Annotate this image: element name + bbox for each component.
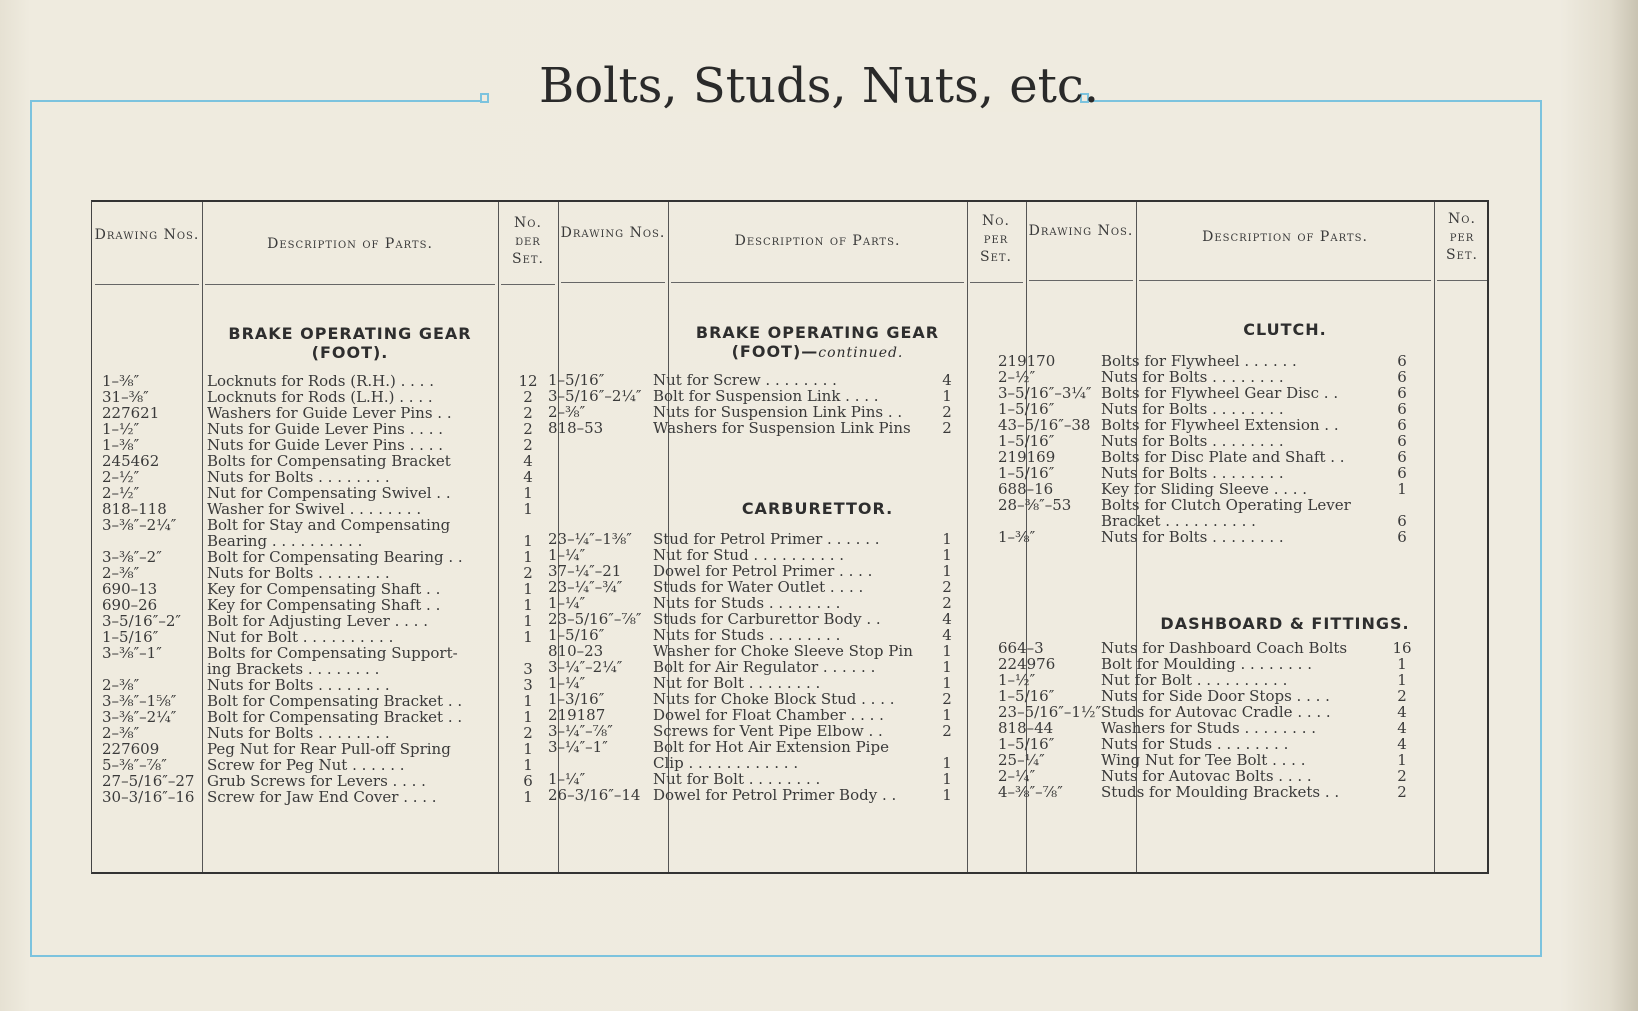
drawing-number: 690–13 xyxy=(102,580,158,598)
part-description: Studs for Water Outlet . . . . xyxy=(653,578,864,596)
quantity-per-set: 6 xyxy=(1397,400,1407,418)
quantity-per-set: 4 xyxy=(523,452,533,470)
drawing-number: 1–½″ xyxy=(998,671,1036,689)
quantity-per-set: 2 xyxy=(523,436,533,454)
drawing-number: 3–⅜″–2¼″ xyxy=(102,708,177,726)
part-description: Nut for Bolt . . . . . . . . xyxy=(653,770,821,788)
part-description: Nut for Compensating Swivel . . xyxy=(207,484,451,502)
table-row xyxy=(92,449,1490,465)
drawing-number: 219169 xyxy=(998,448,1056,466)
part-description: Bolts for Flywheel . . . . . . xyxy=(1101,352,1297,370)
part-description: Washers for Guide Lever Pins . . xyxy=(207,404,452,422)
quantity-per-set: 4 xyxy=(942,610,952,628)
part-description: Bearing . . . . . . . . . . xyxy=(207,532,363,550)
part-description: Bolts for Flywheel Extension . . xyxy=(1101,416,1339,434)
part-description: Nuts for Bolts . . . . . . . . xyxy=(1101,368,1284,386)
part-description: Bolts for Flywheel Gear Disc . . xyxy=(1101,384,1339,402)
header-rule xyxy=(671,282,964,283)
quantity-per-set: 2 xyxy=(942,722,952,740)
drawing-number: 1–5/16″ xyxy=(548,626,605,644)
part-description: Stud for Petrol Primer . . . . . . xyxy=(653,530,880,548)
quantity-per-set: 1 xyxy=(942,786,952,804)
drawing-number: 26–3/16″–14 xyxy=(548,786,641,804)
part-description: Washers for Studs . . . . . . . . xyxy=(1101,719,1317,737)
part-description: Bolt for Compensating Bracket . . xyxy=(207,692,463,710)
drawing-number: 2–¼″ xyxy=(998,767,1036,785)
quantity-per-set: 3 xyxy=(523,660,533,678)
quantity-per-set: 6 xyxy=(1397,432,1407,450)
part-description: Nuts for Guide Lever Pins . . . . xyxy=(207,436,444,454)
table-row xyxy=(92,369,1490,385)
drawing-number: 1–3/16″ xyxy=(548,690,605,708)
part-description: Nuts for Bolts . . . . . . . . xyxy=(207,724,390,742)
part-description: Nuts for Side Door Stops . . . . xyxy=(1101,687,1330,705)
table-row xyxy=(92,578,1490,598)
part-description: Key for Compensating Shaft . . xyxy=(207,580,441,598)
part-description: Nuts for Suspension Link Pins . . xyxy=(653,403,903,421)
quantity-per-set: 1 xyxy=(523,532,533,550)
drawing-number: 23–¼″–1⅜″ xyxy=(548,530,632,548)
drawing-number: 818–118 xyxy=(102,500,167,518)
table-row xyxy=(92,594,1490,614)
part-description: Nuts for Autovac Bolts . . . . xyxy=(1101,767,1312,785)
table-row xyxy=(92,768,1490,784)
part-description: Nuts for Bolts . . . . . . . . xyxy=(207,468,390,486)
quantity-per-set: 3 xyxy=(523,676,533,694)
part-description: Washer for Swivel . . . . . . . . xyxy=(207,500,422,518)
table-row xyxy=(92,385,1490,401)
quantity-per-set: 1 xyxy=(523,484,533,502)
quantity-per-set: 1 xyxy=(942,770,952,788)
section-title-dashboard: DASHBOARD & FITTINGS. xyxy=(1160,614,1410,633)
drawing-number: 3–⅜″–2″ xyxy=(102,548,162,566)
table-row xyxy=(92,528,1490,548)
drawing-number: 1–5/16″ xyxy=(998,687,1055,705)
quantity-per-set: 1 xyxy=(942,674,952,692)
drawing-number: 1–5/16″ xyxy=(548,371,605,389)
quantity-per-set: 1 xyxy=(523,628,533,646)
quantity-per-set: 1 xyxy=(942,387,952,405)
drawing-number: 3–5/16″–2¼″ xyxy=(548,387,642,405)
quantity-per-set: 4 xyxy=(942,371,952,389)
table-row xyxy=(92,433,1490,449)
drawing-number: 664–3 xyxy=(998,639,1044,657)
drawing-number: 3–¼″–⅞″ xyxy=(548,722,613,740)
drawing-number: 1–⅜″ xyxy=(102,436,140,454)
part-description: Nuts for Bolts . . . . . . . . xyxy=(1101,432,1284,450)
header-drawing-nos: Drawing Nos. xyxy=(94,227,200,243)
quantity-per-set: 2 xyxy=(1397,687,1407,705)
drawing-number: 227609 xyxy=(102,740,160,758)
drawing-number: 219187 xyxy=(548,706,606,724)
drawing-number: 818–44 xyxy=(998,719,1054,737)
part-description: Locknuts for Rods (R.H.) . . . . xyxy=(207,372,434,390)
drawing-number: 245462 xyxy=(102,452,160,470)
drawing-number: 810–23 xyxy=(548,642,604,660)
part-description: Nut for Bolt . . . . . . . . xyxy=(653,674,821,692)
table-row xyxy=(92,672,1490,688)
quantity-per-set: 6 xyxy=(1397,384,1407,402)
part-description: Nuts for Studs . . . . . . . . xyxy=(653,626,841,644)
part-description: Clip . . . . . . . . . . . . xyxy=(653,754,799,772)
part-description: Nuts for Choke Block Stud . . . . xyxy=(653,690,895,708)
part-description: Nuts for Studs . . . . . . . . xyxy=(1101,735,1289,753)
quantity-per-set: 6 xyxy=(523,772,533,790)
part-description: Nuts for Bolts . . . . . . . . xyxy=(207,564,390,582)
part-description: Nuts for Guide Lever Pins . . . . xyxy=(207,420,444,438)
drawing-number: 2–⅜″ xyxy=(102,564,140,582)
table-row xyxy=(92,401,1490,417)
drawing-number: 1–¼″ xyxy=(548,770,586,788)
drawing-number: 25–¼″ xyxy=(998,751,1045,769)
quantity-per-set: 2 xyxy=(942,594,952,612)
header-description: Description of Parts. xyxy=(267,236,433,252)
drawing-number: 1–⅜″ xyxy=(998,528,1036,546)
part-description: Studs for Moulding Brackets . . xyxy=(1101,783,1340,801)
drawing-number: 2–½″ xyxy=(102,484,140,502)
part-description: Bolt for Compensating Bracket . . xyxy=(207,708,463,726)
quantity-per-set: 1 xyxy=(942,658,952,676)
table-row xyxy=(92,704,1490,720)
quantity-per-set: 1 xyxy=(942,530,952,548)
part-description: Bolt for Compensating Bearing . . xyxy=(207,548,463,566)
quantity-per-set: 1 xyxy=(1397,751,1407,769)
drawing-number: 818–53 xyxy=(548,419,604,437)
drawing-number: 224976 xyxy=(998,655,1056,673)
drawing-number: 31–⅜″ xyxy=(102,388,149,406)
table-row xyxy=(92,353,1490,369)
part-description: Bolt for Hot Air Extension Pipe xyxy=(653,738,889,756)
part-description: Locknuts for Rods (L.H.) . . . . xyxy=(207,388,433,406)
drawing-number: 1–5/16″ xyxy=(998,432,1055,450)
part-description: Washer for Choke Sleeve Stop Pin xyxy=(653,642,913,660)
drawing-number: 688–16 xyxy=(998,480,1054,498)
drawing-number: 3–⅜″–1″ xyxy=(102,644,162,662)
table-row xyxy=(92,610,1490,630)
part-description: Screw for Jaw End Cover . . . . xyxy=(207,788,437,806)
header-qty: No. per Set. xyxy=(1445,211,1478,263)
part-description: Nut for Bolt . . . . . . . . . . xyxy=(207,628,394,646)
page-title: Bolts, Studs, Nuts, etc. xyxy=(538,58,1100,114)
part-description: Bolts for Disc Plate and Shaft . . xyxy=(1101,448,1345,466)
drawing-number: 2–½″ xyxy=(998,368,1036,386)
drawing-number: 2–⅜″ xyxy=(102,724,140,742)
part-description: Dowel for Petrol Primer . . . . xyxy=(653,562,873,580)
table-row xyxy=(92,465,1490,481)
drawing-number: 227621 xyxy=(102,404,160,422)
drawing-number: 1–¼″ xyxy=(548,546,586,564)
table-row xyxy=(92,497,1490,513)
header-rule xyxy=(501,284,555,285)
quantity-per-set: 2 xyxy=(942,403,952,421)
section-title-brake-foot-continued: BRAKE OPERATING GEAR (FOOT)—continued. xyxy=(695,323,940,361)
drawing-number: 37–¼″–21 xyxy=(548,562,622,580)
part-description: Dowel for Petrol Primer Body . . xyxy=(653,786,897,804)
header-rule xyxy=(970,282,1023,283)
header-rule xyxy=(1139,280,1431,281)
drawing-number: 1–5/16″ xyxy=(998,400,1055,418)
drawing-number: 28–⅜″–53 xyxy=(998,496,1072,514)
header-description: Description of Parts. xyxy=(734,233,901,249)
quantity-per-set: 1 xyxy=(523,500,533,518)
part-description: Nuts for Bolts . . . . . . . . xyxy=(1101,528,1284,546)
quantity-per-set: 2 xyxy=(523,388,533,406)
quantity-per-set: 4 xyxy=(1397,703,1407,721)
drawing-number: 219170 xyxy=(998,352,1056,370)
quantity-per-set: 6 xyxy=(1397,352,1407,370)
drawing-number: 27–5/16″–27 xyxy=(102,772,195,790)
table-row xyxy=(92,513,1490,529)
quantity-per-set: 1 xyxy=(523,708,533,726)
drawing-number: 1–5/16″ xyxy=(102,628,159,646)
quantity-per-set: 1 xyxy=(942,562,952,580)
part-description: Screw for Peg Nut . . . . . . xyxy=(207,756,405,774)
part-description: Dowel for Float Chamber . . . . xyxy=(653,706,884,724)
header-rule xyxy=(205,284,495,285)
part-description: Bolt for Moulding . . . . . . . . xyxy=(1101,655,1312,673)
quantity-per-set: 6 xyxy=(1397,528,1407,546)
header-drawing-nos: Drawing Nos. xyxy=(560,225,666,241)
quantity-per-set: 1 xyxy=(942,546,952,564)
part-description: Bolt for Stay and Compensating xyxy=(207,516,451,534)
drawing-number: 3–⅜″–1⅝″ xyxy=(102,692,177,710)
drawing-number: 2–⅜″ xyxy=(548,403,586,421)
section-title-carburettor: CARBURETTOR. xyxy=(741,499,894,518)
part-description: Studs for Carburettor Body . . xyxy=(653,610,881,628)
part-description: Washers for Suspension Link Pins xyxy=(653,419,911,437)
quantity-per-set: 1 xyxy=(1397,671,1407,689)
quantity-per-set: 1 xyxy=(1397,480,1407,498)
part-description: Studs for Autovac Cradle . . . . xyxy=(1101,703,1331,721)
quantity-per-set: 6 xyxy=(1397,368,1407,386)
drawing-number: 2–⅜″ xyxy=(102,676,140,694)
table-row xyxy=(92,720,1490,736)
drawing-number: 1–⅜″ xyxy=(102,372,140,390)
section-title-brake-foot: BRAKE OPERATING GEAR (FOOT). xyxy=(228,324,472,362)
quantity-per-set: 1 xyxy=(523,692,533,710)
drawing-number: 1–5/16″ xyxy=(998,735,1055,753)
table-row xyxy=(92,562,1490,582)
quantity-per-set: 1 xyxy=(523,756,533,774)
part-description: Nuts for Studs . . . . . . . . xyxy=(653,594,841,612)
section-title-clutch: CLUTCH. xyxy=(1243,320,1327,339)
drawing-number: 23–¼″–¾″ xyxy=(548,578,623,596)
quantity-per-set: 1 xyxy=(523,788,533,806)
quantity-per-set: 2 xyxy=(1397,767,1407,785)
table-row xyxy=(92,784,1490,800)
quantity-per-set: 2 xyxy=(1397,783,1407,801)
table-row xyxy=(92,752,1490,768)
header-rule xyxy=(561,282,665,283)
table-row xyxy=(92,736,1490,752)
table-row xyxy=(92,656,1490,672)
part-description: Nut for Screw . . . . . . . . xyxy=(653,371,837,389)
quantity-per-set: 1 xyxy=(942,706,952,724)
drawing-number: 3–5/16″–3¼″ xyxy=(998,384,1092,402)
drawing-number: 43–5/16″–38 xyxy=(998,416,1091,434)
part-description: Bolt for Air Regulator . . . . . . xyxy=(653,658,876,676)
part-description: Peg Nut for Rear Pull-off Spring xyxy=(207,740,451,758)
header-qty: No. ɒer Set. xyxy=(511,215,544,267)
part-description: Nut for Bolt . . . . . . . . . . xyxy=(1101,671,1288,689)
quantity-per-set: 1 xyxy=(942,754,952,772)
quantity-per-set: 4 xyxy=(1397,719,1407,737)
quantity-per-set: 2 xyxy=(942,690,952,708)
quantity-per-set: 2 xyxy=(523,724,533,742)
drawing-number: 3–¼″–2¼″ xyxy=(548,658,623,676)
quantity-per-set: 6 xyxy=(1397,448,1407,466)
header-description: Description of Parts. xyxy=(1202,229,1368,245)
drawing-number: 690–26 xyxy=(102,596,158,614)
part-description: Nuts for Bolts . . . . . . . . xyxy=(1101,464,1284,482)
part-description: Bolt for Adjusting Lever . . . . xyxy=(207,612,428,630)
quantity-per-set: 2 xyxy=(523,404,533,422)
part-description: Key for Sliding Sleeve . . . . xyxy=(1101,480,1308,498)
drawing-number: 23–5/16″–⅞″ xyxy=(548,610,642,628)
drawing-number: 23–5/16″–1½″ xyxy=(998,703,1102,721)
quantity-per-set: 6 xyxy=(1397,464,1407,482)
quantity-per-set: 2 xyxy=(942,419,952,437)
drawing-number: 2–½″ xyxy=(102,468,140,486)
table-row xyxy=(92,640,1490,656)
quantity-per-set: 12 xyxy=(518,372,538,390)
quantity-per-set: 2 xyxy=(942,578,952,596)
drawing-number: 5–⅜″–⅞″ xyxy=(102,756,167,774)
header-rule xyxy=(1437,280,1487,281)
part-description: Key for Compensating Shaft . . xyxy=(207,596,441,614)
header-qty: No. per Set. xyxy=(979,213,1012,265)
part-description: Screws for Vent Pipe Elbow . . xyxy=(653,722,883,740)
part-description: Nuts for Bolts . . . . . . . . xyxy=(1101,400,1284,418)
quantity-per-set: 6 xyxy=(1397,416,1407,434)
part-description: Bracket . . . . . . . . . . xyxy=(1101,512,1256,530)
part-description: Bolts for Compensating Bracket xyxy=(207,452,451,470)
drawing-number: 3–¼″–1″ xyxy=(548,738,608,756)
table-row xyxy=(92,481,1490,497)
quantity-per-set: 1 xyxy=(942,642,952,660)
drawing-number: 4–⅜″–⅞″ xyxy=(998,783,1063,801)
part-description: Bolts for Compensating Support- xyxy=(207,644,458,662)
parts-table xyxy=(91,200,1489,874)
quantity-per-set: 1 xyxy=(523,580,533,598)
header-drawing-nos: Drawing Nos. xyxy=(1028,223,1134,239)
part-description: Grub Screws for Levers . . . . xyxy=(207,772,426,790)
quantity-per-set: 4 xyxy=(1397,735,1407,753)
quantity-per-set: 1 xyxy=(1397,655,1407,673)
part-description: Bolts for Clutch Operating Lever xyxy=(1101,496,1351,514)
part-description: ing Brackets . . . . . . . . xyxy=(207,660,380,678)
part-description: Wing Nut for Tee Bolt . . . . xyxy=(1101,751,1306,769)
quantity-per-set: 16 xyxy=(1392,639,1412,657)
header-rule xyxy=(1029,280,1133,281)
drawing-number: 3–⅜″–2¼″ xyxy=(102,516,177,534)
quantity-per-set: 1 xyxy=(523,548,533,566)
part-description: Nut for Stud . . . . . . . . . . xyxy=(653,546,845,564)
drawing-number: 1–¼″ xyxy=(548,594,586,612)
quantity-per-set: 1 xyxy=(523,596,533,614)
table-row xyxy=(92,417,1490,433)
quantity-per-set: 4 xyxy=(523,468,533,486)
header-rule xyxy=(95,284,199,285)
part-description: Nuts for Bolts . . . . . . . . xyxy=(207,676,390,694)
table-row xyxy=(92,546,1490,566)
part-description: Nuts for Dashboard Coach Bolts xyxy=(1101,639,1348,657)
drawing-number: 1–½″ xyxy=(102,420,140,438)
quantity-per-set: 4 xyxy=(942,626,952,644)
drawing-number: 1–5/16″ xyxy=(998,464,1055,482)
drawing-number: 1–¼″ xyxy=(548,674,586,692)
drawing-number: 30–3/16″–16 xyxy=(102,788,195,806)
quantity-per-set: 2 xyxy=(523,420,533,438)
part-description: Bolt for Suspension Link . . . . xyxy=(653,387,879,405)
quantity-per-set: 1 xyxy=(523,612,533,630)
quantity-per-set: 2 xyxy=(523,564,533,582)
drawing-number: 3–5/16″–2″ xyxy=(102,612,181,630)
table-row xyxy=(92,688,1490,704)
quantity-per-set: 6 xyxy=(1397,512,1407,530)
quantity-per-set: 1 xyxy=(523,740,533,758)
